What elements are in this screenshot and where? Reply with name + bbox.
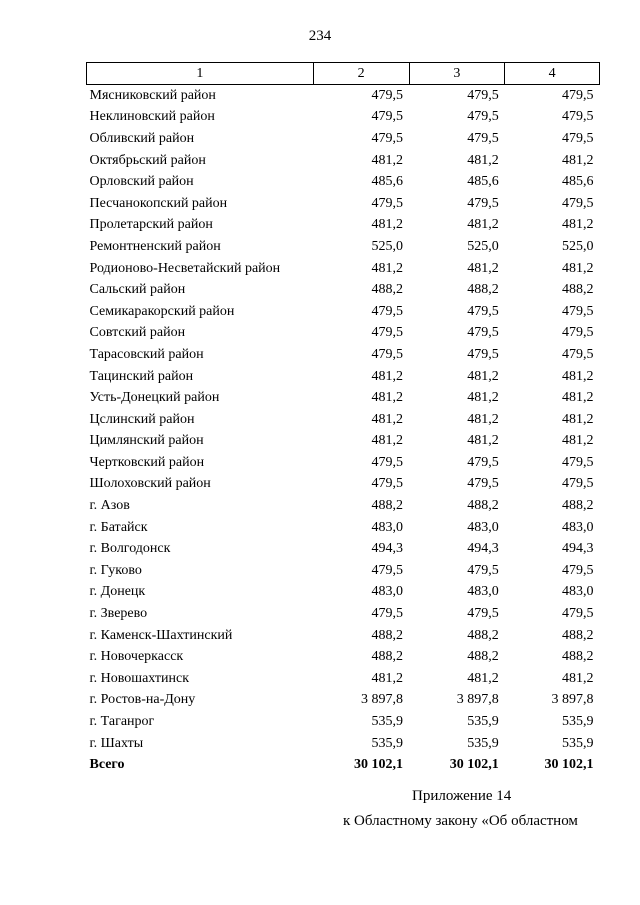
value-cell-col-2: 481,2	[371, 411, 404, 427]
value-cell-col-2: 485,6	[371, 174, 404, 190]
table-row	[87, 344, 600, 366]
row-name-cell: Семикаракорский район	[89, 303, 235, 319]
value-cell-col-4: 479,5	[562, 303, 594, 319]
value-cell-col-4: 481,2	[562, 411, 594, 427]
value-cell-col-4: 481,2	[562, 433, 594, 449]
value-cell-col-2: 481,2	[371, 152, 404, 168]
value-cell-col-3: 481,2	[467, 217, 499, 233]
value-cell-col-3: 488,2	[467, 282, 499, 298]
table-row	[87, 495, 600, 517]
table-row	[87, 301, 600, 323]
value-cell-col-3: 479,5	[467, 562, 499, 578]
table-row	[87, 85, 600, 107]
value-cell-col-2: 494,3	[371, 541, 404, 557]
value-cell-col-4: 479,5	[562, 325, 594, 341]
table-row	[87, 171, 600, 193]
value-cell-col-3: 479,5	[467, 476, 499, 492]
value-cell-col-3: 479,5	[467, 195, 499, 211]
value-cell-col-3: 483,0	[467, 519, 499, 535]
value-cell-col-4: 481,2	[562, 670, 594, 686]
row-name-cell: Неклиновский район	[89, 109, 215, 125]
value-cell-col-4: 481,2	[562, 217, 594, 233]
value-cell-col-4: 485,6	[562, 174, 594, 190]
table-row	[87, 128, 600, 150]
row-name-cell: Мясниковский район	[89, 87, 216, 103]
appendix-title: Приложение 14	[412, 788, 512, 804]
row-name-cell: Шолоховский район	[89, 476, 211, 492]
value-cell-col-4: 479,5	[562, 346, 594, 362]
table-header-row	[87, 63, 600, 85]
value-cell-col-2: 488,2	[371, 649, 404, 665]
row-name-cell: г. Ростов-на-Дону	[89, 692, 196, 708]
value-cell-col-4: 479,5	[562, 562, 594, 578]
table-row	[87, 236, 600, 258]
table-row	[87, 690, 600, 712]
row-name-cell: г. Волгодонск	[89, 541, 171, 557]
value-cell-col-3: 481,2	[467, 390, 499, 406]
row-name-cell: Тарасовский район	[89, 346, 204, 362]
row-name-cell: Пролетарский район	[89, 217, 213, 233]
row-name-cell: Цслинский район	[89, 411, 195, 427]
value-cell-col-3: 535,9	[467, 735, 499, 751]
value-cell-col-2: 479,5	[371, 303, 404, 319]
row-name-cell: Ремонтненский район	[89, 238, 221, 254]
table-row	[87, 733, 600, 755]
row-name-cell: Октябрьский район	[89, 152, 206, 168]
row-name-cell: Усть-Донецкий район	[89, 390, 220, 406]
row-name-cell: г. Зверево	[89, 606, 148, 622]
value-cell-col-2: 488,2	[371, 627, 404, 643]
table-row	[87, 150, 600, 172]
value-cell-col-4: 488,2	[562, 498, 594, 514]
value-cell-col-3: 481,2	[467, 411, 499, 427]
budget-table	[86, 62, 600, 776]
table-row	[87, 323, 600, 345]
table-row	[87, 452, 600, 474]
value-cell-col-3: 494,3	[467, 541, 499, 557]
table-row	[87, 431, 600, 453]
value-cell-col-3: 535,9	[467, 714, 499, 730]
value-cell-col-4: 535,9	[562, 714, 594, 730]
value-cell-col-2: 30 102,1	[354, 757, 404, 773]
row-name-cell: Тацинский район	[89, 368, 194, 384]
value-cell-col-3: 481,2	[467, 670, 499, 686]
value-cell-col-4: 488,2	[562, 282, 594, 298]
value-cell-col-2: 481,2	[371, 368, 404, 384]
value-cell-col-4: 3 897,8	[551, 692, 594, 708]
total-label: Всего	[89, 757, 125, 773]
value-cell-col-2: 483,0	[371, 584, 404, 600]
value-cell-col-4: 481,2	[562, 368, 594, 384]
appendix-subtitle: к Областному закону «Об областном	[343, 813, 578, 829]
value-cell-col-4: 481,2	[562, 390, 594, 406]
value-cell-col-3: 3 897,8	[456, 692, 499, 708]
value-cell-col-2: 479,5	[371, 87, 404, 103]
value-cell-col-4: 483,0	[562, 584, 594, 600]
value-cell-col-2: 479,5	[371, 476, 404, 492]
row-name-cell: г. Каменск-Шахтинский	[89, 627, 233, 643]
value-cell-col-3: 479,5	[467, 130, 499, 146]
table-row	[87, 107, 600, 129]
value-cell-col-2: 479,5	[371, 109, 404, 125]
value-cell-col-3: 488,2	[467, 498, 499, 514]
column-header-3: 3	[409, 63, 505, 85]
table-row	[87, 582, 600, 604]
table-row	[87, 668, 600, 690]
row-name-cell: Цимлянский район	[89, 433, 204, 449]
table-row	[87, 625, 600, 647]
value-cell-col-2: 479,5	[371, 346, 404, 362]
row-name-cell: Совтский район	[89, 325, 186, 341]
value-cell-col-4: 479,5	[562, 454, 594, 470]
value-cell-col-2: 481,2	[371, 260, 404, 276]
value-cell-col-4: 535,9	[562, 735, 594, 751]
row-name-cell: Сальский район	[89, 282, 186, 298]
value-cell-col-2: 488,2	[371, 498, 404, 514]
value-cell-col-2: 479,5	[371, 195, 404, 211]
value-cell-col-2: 483,0	[371, 519, 404, 535]
value-cell-col-3: 479,5	[467, 87, 499, 103]
row-name-cell: г. Батайск	[89, 519, 148, 535]
value-cell-col-4: 479,5	[562, 109, 594, 125]
column-header-2: 2	[313, 63, 409, 85]
row-name-cell: г. Донецк	[89, 584, 146, 600]
table-row	[87, 366, 600, 388]
value-cell-col-3: 525,0	[467, 238, 499, 254]
value-cell-col-2: 3 897,8	[361, 692, 404, 708]
row-name-cell: г. Шахты	[89, 735, 144, 751]
value-cell-col-3: 479,5	[467, 303, 499, 319]
value-cell-col-3: 488,2	[467, 627, 499, 643]
value-cell-col-3: 30 102,1	[449, 757, 499, 773]
value-cell-col-4: 479,5	[562, 130, 594, 146]
table-row	[87, 538, 600, 560]
value-cell-col-4: 525,0	[562, 238, 594, 254]
value-cell-col-3: 481,2	[467, 368, 499, 384]
table-row	[87, 517, 600, 539]
value-cell-col-2: 481,2	[371, 670, 404, 686]
value-cell-col-4: 483,0	[562, 519, 594, 535]
value-cell-col-2: 525,0	[371, 238, 404, 254]
value-cell-col-3: 483,0	[467, 584, 499, 600]
value-cell-col-2: 479,5	[371, 454, 404, 470]
value-cell-col-2: 479,5	[371, 562, 404, 578]
value-cell-col-3: 479,5	[467, 454, 499, 470]
row-name-cell: Чертковский район	[89, 454, 205, 470]
total-row	[87, 754, 600, 776]
row-name-cell: Орловский район	[89, 174, 194, 190]
row-name-cell: г. Гуково	[89, 562, 142, 578]
value-cell-col-3: 485,6	[467, 174, 499, 190]
table-row	[87, 387, 600, 409]
table-row	[87, 560, 600, 582]
table-row	[87, 258, 600, 280]
value-cell-col-2: 479,5	[371, 325, 404, 341]
value-cell-col-2: 488,2	[371, 282, 404, 298]
value-cell-col-4: 479,5	[562, 195, 594, 211]
table-row	[87, 215, 600, 237]
value-cell-col-4: 479,5	[562, 87, 594, 103]
row-name-cell: Песчанокопский район	[89, 195, 228, 211]
table-row	[87, 279, 600, 301]
value-cell-col-2: 535,9	[371, 735, 404, 751]
column-header-1: 1	[87, 63, 314, 85]
column-header-4: 4	[505, 63, 600, 85]
value-cell-col-3: 481,2	[467, 152, 499, 168]
row-name-cell: г. Новочеркасск	[89, 649, 184, 665]
value-cell-col-3: 479,5	[467, 325, 499, 341]
page-number: 234	[308, 28, 332, 44]
row-name-cell: г. Таганрог	[89, 714, 155, 730]
value-cell-col-4: 488,2	[562, 627, 594, 643]
table-row	[87, 711, 600, 733]
value-cell-col-4: 30 102,1	[544, 757, 594, 773]
value-cell-col-3: 488,2	[467, 649, 499, 665]
table-row	[87, 193, 600, 215]
row-name-cell: Обливский район	[89, 130, 195, 146]
value-cell-col-3: 479,5	[467, 346, 499, 362]
table-row	[87, 474, 600, 496]
value-cell-col-3: 481,2	[467, 260, 499, 276]
table-row	[87, 646, 600, 668]
value-cell-col-4: 481,2	[562, 260, 594, 276]
table-row	[87, 603, 600, 625]
value-cell-col-4: 488,2	[562, 649, 594, 665]
value-cell-col-4: 479,5	[562, 476, 594, 492]
row-name-cell: Родионово-Несветайский район	[89, 260, 281, 276]
value-cell-col-2: 535,9	[371, 714, 404, 730]
value-cell-col-2: 479,5	[371, 606, 404, 622]
value-cell-col-2: 481,2	[371, 433, 404, 449]
value-cell-col-4: 479,5	[562, 606, 594, 622]
value-cell-col-2: 481,2	[371, 217, 404, 233]
value-cell-col-2: 481,2	[371, 390, 404, 406]
row-name-cell: г. Азов	[89, 498, 130, 514]
value-cell-col-4: 481,2	[562, 152, 594, 168]
table-body	[87, 85, 600, 777]
value-cell-col-3: 481,2	[467, 433, 499, 449]
value-cell-col-4: 494,3	[562, 541, 594, 557]
row-name-cell: г. Новошахтинск	[89, 670, 190, 686]
table-row	[87, 409, 600, 431]
value-cell-col-2: 479,5	[371, 130, 404, 146]
value-cell-col-3: 479,5	[467, 606, 499, 622]
value-cell-col-3: 479,5	[467, 109, 499, 125]
